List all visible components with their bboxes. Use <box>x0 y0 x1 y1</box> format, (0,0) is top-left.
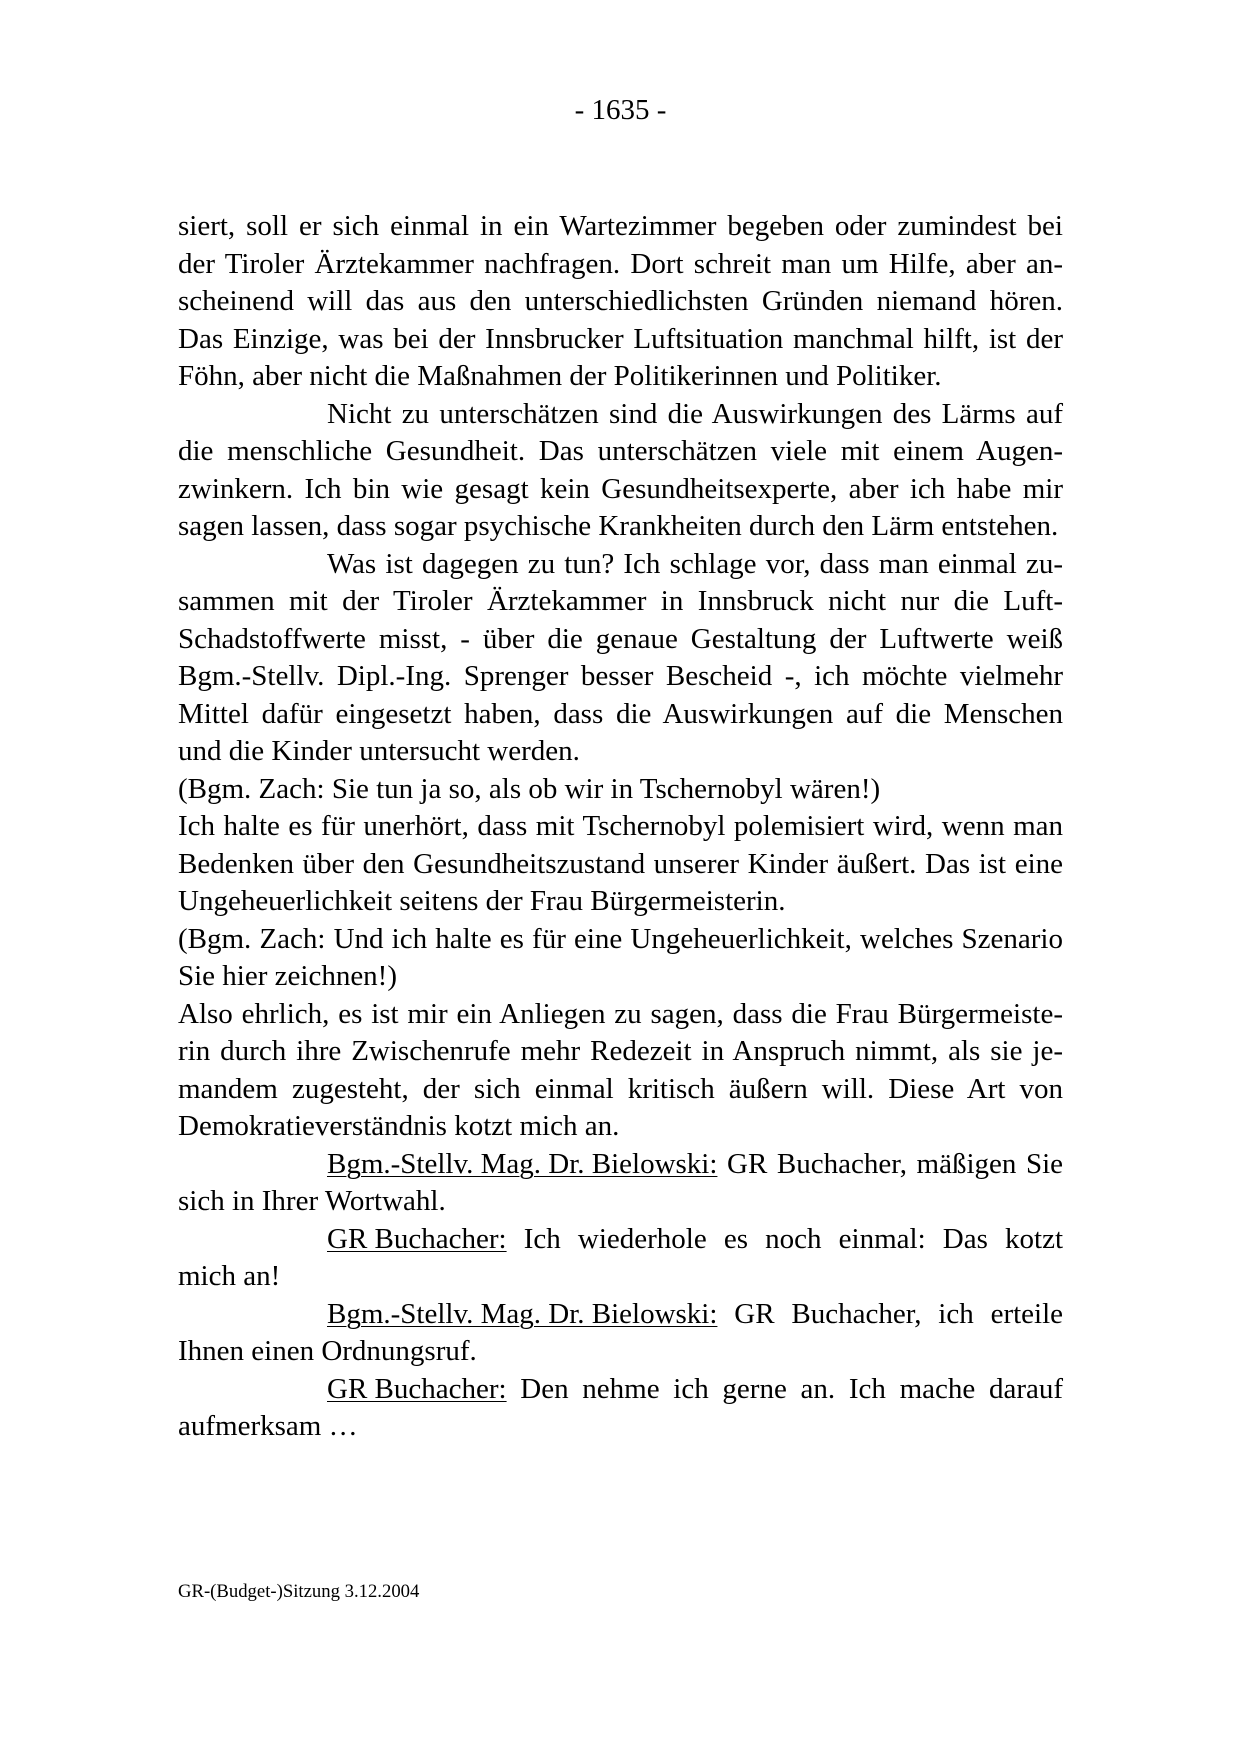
text-line: mandem zugesteht, der sich einmal kritisch äußern will. Diese Art von <box>178 1072 1063 1105</box>
text-line: Bedenken über den Gesundheitszustand unserer Kinder äußert. Das ist eine <box>178 847 1063 880</box>
text-line: Sie hier zeichnen!) <box>178 960 398 992</box>
body-text <box>178 208 1063 1446</box>
speech <box>178 1221 1063 1296</box>
text-line: Nicht zu unterschätzen sind die Auswirkungen des Lärms auf <box>327 397 1063 430</box>
text-line: Ungeheuerlichkeit seitens der Frau Bürgermeisterin. <box>178 885 786 917</box>
paragraph <box>178 996 1063 1146</box>
speech <box>178 1296 1063 1371</box>
text-line: Bgm.-Stellv. Dipl.-Ing. Sprenger besser Bescheid -, ich möchte vielmehr <box>178 660 1063 692</box>
speaker-name: GR Buchacher: <box>327 1222 507 1255</box>
paragraph <box>178 208 1063 396</box>
text-line: Ich halte es für unerhört, dass mit Tschernobyl polemisiert wird, wenn man <box>178 810 1063 842</box>
speaker-name: Bgm.-Stellv. Mag. Dr. Bielowski: <box>327 1297 718 1330</box>
interjection <box>178 921 1063 996</box>
text-line <box>178 1371 1063 1409</box>
text-line <box>178 1296 1063 1334</box>
text-line: der Tiroler Ärztekammer nachfragen. Dort schreit man um Hilfe, aber an- <box>178 247 1063 280</box>
text-line <box>178 1221 1063 1259</box>
text-line: sich in Ihrer Wortwahl. <box>178 1185 446 1217</box>
speaker-name: Bgm.-Stellv. Mag. Dr. Bielowski: <box>327 1147 718 1180</box>
interjection <box>178 771 1063 809</box>
speaker-name: GR Buchacher: <box>327 1372 507 1405</box>
text-line: Ihnen einen Ordnungsruf. <box>178 1335 477 1367</box>
text-line: Also ehrlich, es ist mir ein Anliegen zu sagen, dass die Frau Bürgermeiste- <box>178 997 1063 1030</box>
text-line: zwinkern. Ich bin wie gesagt kein Gesundheitsexperte, aber ich habe mir <box>178 472 1063 505</box>
text-line: mich an! <box>178 1260 281 1292</box>
text-line: Was ist dagegen zu tun? Ich schlage vor, dass man einmal zu- <box>327 547 1063 580</box>
text-line: aufmerksam … <box>178 1410 358 1442</box>
page-number: - 1635 - <box>574 94 667 126</box>
text-line: siert, soll er sich einmal in ein Wartezimmer begeben oder zumindest bei <box>178 210 1063 242</box>
text-line: Mittel dafür eingesetzt haben, dass die Auswirkungen auf die Menschen <box>178 697 1063 730</box>
text-line: sammen mit der Tiroler Ärztekammer in Innsbruck nicht nur die Luft- <box>178 585 1063 617</box>
speech-text: GR Buchacher, ich erteile <box>734 1297 1064 1330</box>
text-line: Schadstoffwerte misst, - über die genaue Gestaltung der Luftwerte weiß <box>178 622 1063 655</box>
paragraph <box>178 808 1063 921</box>
speech <box>178 1146 1063 1221</box>
speech-text: Den nehme ich gerne an. Ich mache darauf <box>520 1372 1064 1405</box>
footer-session-label: GR-(Budget-)Sitzung 3.12.2004 <box>178 1581 420 1602</box>
text-line: rin durch ihre Zwischenrufe mehr Redezeit in Anspruch nimmt, als sie je- <box>178 1035 1063 1067</box>
paragraph <box>178 546 1063 771</box>
text-line: Föhn, aber nicht die Maßnahmen der Politikerinnen und Politiker. <box>178 360 942 392</box>
text-line: (Bgm. Zach: Sie tun ja so, als ob wir in Tschernobyl wären!) <box>178 772 881 805</box>
text-line: (Bgm. Zach: Und ich halte es für eine Ungeheuerlichkeit, welches Szenario <box>178 922 1063 955</box>
text-line: Demokratieverständnis kotzt mich an. <box>178 1110 620 1142</box>
speech-text: GR Buchacher, mäßigen Sie <box>727 1147 1064 1180</box>
speech-text: Ich wiederhole es noch einmal: Das kotzt <box>523 1222 1063 1255</box>
paragraph <box>178 396 1063 546</box>
text-line: sagen lassen, dass sogar psychische Krankheiten durch den Lärm entstehen. <box>178 510 1059 542</box>
text-line: die menschliche Gesundheit. Das unterschätzen viele mit einem Augen- <box>178 435 1063 467</box>
text-line <box>178 1146 1063 1184</box>
text-line: scheinend will das aus den unterschiedlichsten Gründen niemand hören. <box>178 285 1063 317</box>
speech <box>178 1371 1063 1446</box>
text-line: Das Einzige, was bei der Innsbrucker Luftsituation manchmal hilft, ist der <box>178 322 1063 355</box>
text-line: und die Kinder untersucht werden. <box>178 735 580 767</box>
